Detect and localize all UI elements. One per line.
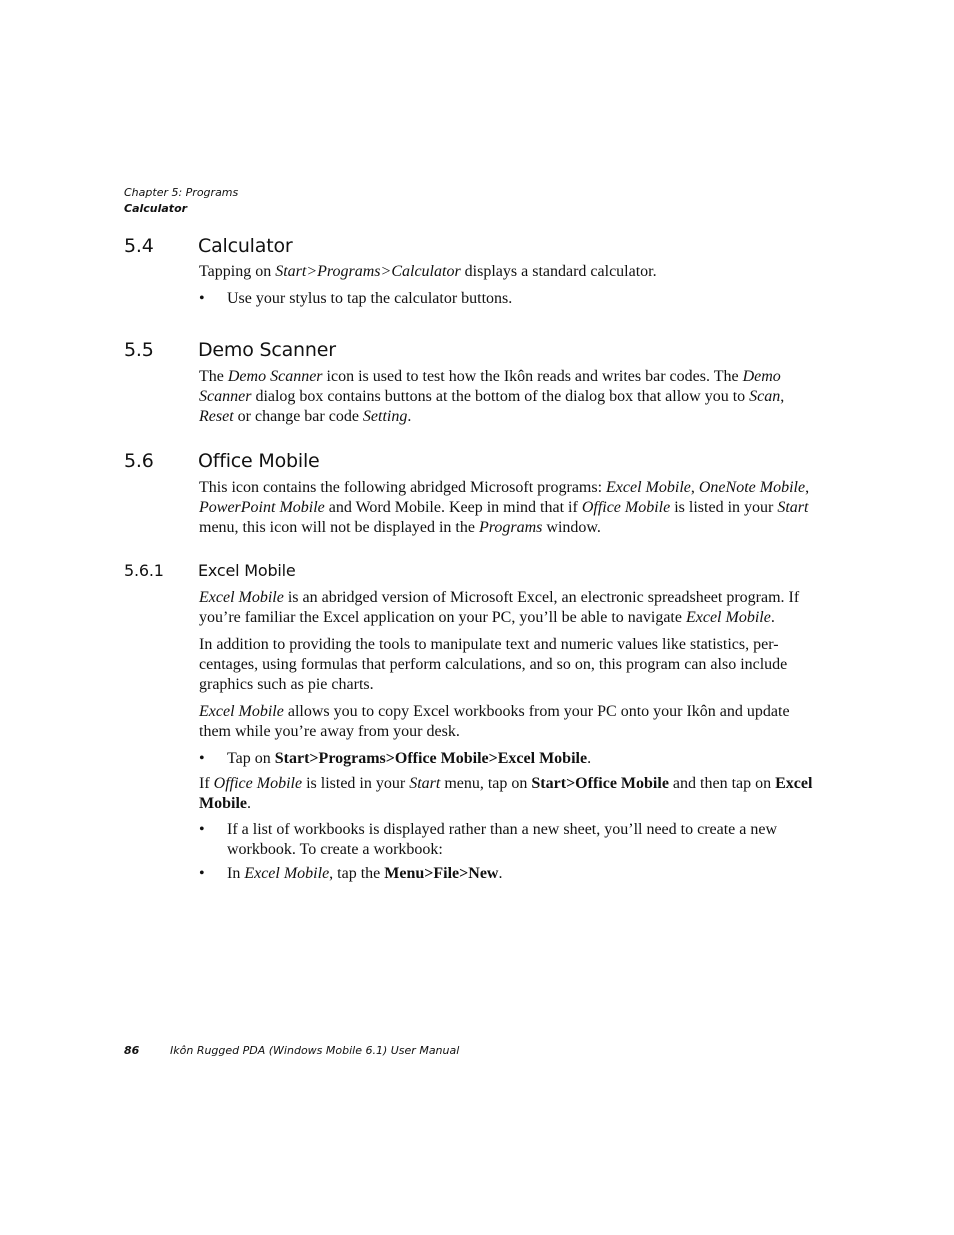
list-item-text: Use your stylus to tap the calculator buttons. — [227, 290, 513, 307]
excel-paragraph-2: In addition to providing the tools to manipulate text and numeric values like statistics, per-centages, using formulas that perform calculations, and so on, this program can also include graphics such as pie charts. — [199, 636, 788, 693]
heading-number: 5.6 — [124, 450, 154, 472]
text-run: OneNote Mobile — [698, 479, 806, 496]
list-item — [199, 289, 819, 309]
heading-title: Office Mobile — [198, 450, 320, 472]
list-item-text — [227, 749, 819, 769]
page-number: 86 — [124, 1044, 140, 1057]
text-run: dialog box contains buttons at the bottom of the dialog box that allow you to — [251, 388, 750, 405]
bullet-icon: • — [199, 865, 205, 882]
calculator-paragraph — [199, 262, 819, 282]
header-chapter: Chapter 5: Programs — [124, 186, 239, 199]
text-run: , tap the — [329, 865, 385, 882]
menu-path: Menu>File>New — [384, 865, 499, 882]
text-run: or change bar code — [233, 408, 363, 425]
list-item — [199, 864, 819, 884]
text-run: . — [587, 750, 592, 767]
heading-excel-mobile — [124, 559, 296, 583]
text-run: Demo Scanner — [227, 368, 323, 385]
text-run: If — [199, 775, 214, 792]
bullet-icon: • — [199, 290, 205, 307]
text-run: Excel Mobile — [606, 479, 691, 496]
text-run: Reset — [199, 408, 234, 425]
list-item — [199, 820, 819, 860]
menu-path: Start>Programs>Calculator — [275, 263, 461, 280]
text-run: In — [227, 865, 245, 882]
text-run: icon is used to test how the Ikôn reads and writes bar codes. The — [322, 368, 743, 385]
text-run: Office Mobile — [213, 775, 303, 792]
heading-title: Excel Mobile — [198, 561, 296, 580]
text-run: Start — [409, 775, 441, 792]
text-run: menu, tap on — [440, 775, 532, 792]
text-run: Scan — [749, 388, 781, 405]
text-run: allows you to copy Excel workbooks from your PC onto your Ikôn and update them while you’re away from your desk. — [199, 703, 790, 740]
text-run: Excel Mobile — [199, 703, 284, 720]
demo-scanner-paragraph — [199, 367, 819, 427]
menu-path: Start>Office Mobile — [531, 775, 669, 792]
text-run: Excel Mobile — [244, 865, 330, 882]
text-run: Excel Mobile — [685, 609, 771, 626]
heading-calculator — [124, 234, 293, 258]
text-run: Excel Mobile — [199, 589, 284, 606]
text-run: PowerPoint Mobile — [199, 499, 325, 516]
text-run: is listed in your — [670, 499, 778, 516]
text-run: , — [780, 388, 785, 405]
text-run: , — [690, 479, 699, 496]
list-item-text: If a list of workbooks is displayed rather than a new sheet, you’ll need to create a new workbook. To create a workbook: — [227, 821, 778, 858]
heading-title: Calculator — [198, 235, 293, 257]
text-run: Tapping on — [199, 263, 276, 280]
heading-demo-scanner — [124, 338, 336, 362]
page-footer — [124, 1043, 459, 1059]
excel-paragraph-4 — [199, 774, 819, 814]
excel-paragraph-1 — [199, 588, 819, 628]
heading-office-mobile — [124, 449, 320, 473]
text-run: This icon contains the following abridged Microsoft programs: — [199, 479, 607, 496]
office-mobile-paragraph — [199, 478, 819, 538]
heading-number: 5.5 — [124, 339, 154, 361]
heading-number: 5.6.1 — [124, 561, 164, 580]
running-header — [124, 185, 238, 217]
text-run: displays a standard calculator. — [460, 263, 657, 280]
menu-path: Excel Mobile — [199, 775, 813, 812]
text-run: is listed in your — [302, 775, 410, 792]
text-run: and Word Mobile. Keep in mind that if — [324, 499, 582, 516]
text-run: menu, this icon will not be displayed in the — [199, 519, 479, 536]
heading-title: Demo Scanner — [198, 339, 336, 361]
bullet-icon: • — [199, 750, 205, 767]
text-run: Programs — [478, 519, 543, 536]
text-run: window. — [542, 519, 601, 536]
text-run: Tap on — [227, 750, 275, 767]
text-run: Setting — [362, 408, 408, 425]
text-run: and then tap on — [668, 775, 776, 792]
list-item — [199, 749, 819, 769]
text-run: Start — [777, 499, 809, 516]
text-run: . — [407, 408, 412, 425]
footer-title: Ikôn Rugged PDA (Windows Mobile 6.1) User Manual — [170, 1044, 460, 1057]
text-run: Office Mobile — [581, 499, 671, 516]
text-run: , — [805, 479, 810, 496]
list-item-text — [227, 864, 819, 884]
text-run: . — [247, 795, 251, 812]
text-run: The — [199, 368, 228, 385]
text-run: . — [770, 609, 775, 626]
bullet-icon: • — [199, 821, 205, 838]
heading-number: 5.4 — [124, 235, 154, 257]
text-run: . — [498, 865, 503, 882]
header-section: Calculator — [124, 202, 188, 215]
text-run: Demo Scanner — [199, 368, 781, 405]
excel-paragraph-3 — [199, 702, 819, 742]
menu-path: Start>Programs>Office Mobile>Excel Mobile — [274, 750, 588, 767]
text-run: is an abridged version of Microsoft Excel, an electronic spreadsheet program. If you’re familiar the Excel application on your PC, you’ll be able to navigate — [199, 589, 800, 626]
